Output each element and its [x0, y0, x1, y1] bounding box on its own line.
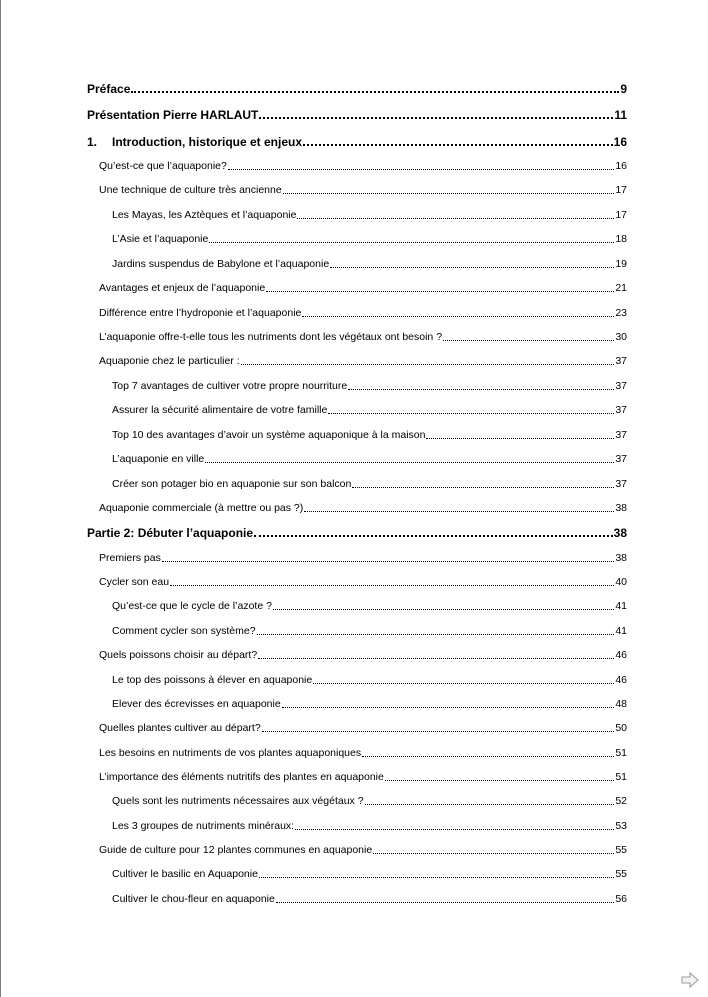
toc-dot-leader	[302, 315, 614, 317]
toc-dot-leader	[262, 730, 615, 732]
toc-dot-leader	[443, 339, 614, 341]
toc-entry[interactable]	[99, 157, 627, 173]
toc-dot-leader	[258, 657, 614, 659]
toc-entry-page-number: 51	[615, 771, 627, 783]
toc-entry-page-number: 16	[615, 160, 627, 172]
toc-entry[interactable]	[112, 401, 627, 417]
toc-entry-page-number: 19	[615, 258, 627, 270]
toc-entry-page-number: 38	[613, 526, 627, 540]
toc-entry-label: Top 7 avantages de cultiver votre propre nourriture	[112, 380, 348, 392]
toc-entry-page-number: 11	[614, 108, 627, 122]
toc-entry[interactable]	[99, 328, 627, 344]
toc-dot-leader	[241, 363, 615, 365]
toc-entry-label: L’Asie et l’aquaponie	[112, 233, 209, 245]
toc-entry-label: Cultiver le chou-fleur en aquaponie	[112, 893, 275, 905]
toc-entry-page-number: 55	[615, 868, 627, 880]
toc-entry[interactable]	[112, 671, 627, 687]
toc-entry[interactable]	[99, 279, 627, 295]
toc-dot-leader	[295, 828, 614, 830]
toc-dot-leader	[362, 755, 614, 757]
toc-dot-leader	[228, 168, 614, 170]
toc-dot-leader	[254, 534, 613, 537]
toc-entry-page-number: 18	[615, 233, 627, 245]
toc-dot-leader	[259, 116, 613, 119]
toc-entry-label: Assurer la sécurité alimentaire de votre famille	[112, 404, 328, 416]
toc-entry-page-number: 37	[615, 404, 627, 416]
toc-dot-leader	[282, 706, 615, 708]
toc-entry[interactable]	[99, 573, 627, 589]
toc-entry-label: Premiers pas	[99, 552, 161, 564]
toc-entry-page-number: 37	[615, 355, 627, 367]
toc-entry-page-number: 38	[615, 552, 627, 564]
toc-entry-page-number: 23	[615, 307, 627, 319]
toc-entry[interactable]	[112, 622, 627, 638]
toc-entry[interactable]	[87, 522, 627, 540]
toc-entry[interactable]	[87, 131, 627, 149]
toc-entry-label: Jardins suspendus de Babylone et l’aquaponie	[112, 258, 330, 270]
toc-entry-label: Partie 2: Débuter l’aquaponie	[87, 526, 254, 540]
toc-dot-leader	[162, 560, 614, 562]
toc-entry-page-number: 17	[615, 184, 627, 196]
toc-entry[interactable]	[112, 817, 627, 833]
toc-entry[interactable]	[99, 549, 627, 565]
toc-dot-leader	[303, 143, 613, 146]
toc-entry[interactable]	[112, 475, 627, 491]
toc-entry[interactable]	[99, 304, 627, 320]
toc-entry[interactable]	[112, 426, 627, 442]
toc-entry[interactable]	[112, 255, 627, 271]
toc-dot-leader	[385, 779, 614, 781]
toc-dot-leader	[170, 584, 614, 586]
toc-entry-page-number: 51	[615, 747, 627, 759]
toc-dot-leader	[259, 876, 614, 878]
toc-entry-page-number: 55	[615, 844, 627, 856]
toc-entry-label: Guide de culture pour 12 plantes communes en aquaponie	[99, 844, 373, 856]
toc-entry[interactable]	[112, 206, 627, 222]
toc-dot-leader	[313, 682, 614, 684]
toc-entry-page-number: 56	[615, 893, 627, 905]
toc-entry-page-number: 53	[615, 820, 627, 832]
toc-entry-label: Les 3 groupes de nutriments minéraux:	[112, 820, 295, 832]
toc-dot-leader	[257, 633, 615, 635]
toc-entry[interactable]	[99, 499, 627, 515]
toc-entry[interactable]	[112, 695, 627, 711]
toc-entry-label: Quels sont les nutriments nécessaires aux végétaux ?	[112, 795, 364, 807]
toc-entry[interactable]	[99, 352, 627, 368]
next-page-arrow-icon[interactable]	[681, 972, 699, 988]
toc-dot-leader	[266, 290, 614, 292]
toc-entry-label: L’importance des éléments nutritifs des plantes en aquaponie	[99, 771, 384, 783]
toc-entry[interactable]	[112, 792, 627, 808]
toc-entry[interactable]	[99, 719, 627, 735]
toc-entry-page-number: 21	[615, 282, 627, 294]
toc-entry-label: Qu’est-ce que l’aquaponie?	[99, 160, 227, 172]
toc-dot-leader	[330, 266, 614, 268]
toc-entry-page-number: 30	[615, 331, 627, 343]
toc-dot-leader	[131, 90, 619, 93]
toc-dot-leader	[365, 803, 615, 805]
toc-entry-label: Top 10 des avantages d’avoir un système aquaponique à la maison	[112, 429, 426, 441]
toc-entry[interactable]	[112, 865, 627, 881]
toc-dot-leader	[348, 388, 614, 390]
toc-entry-page-number: 46	[615, 649, 627, 661]
toc-entry-label: Le top des poissons à élever en aquaponie	[112, 674, 313, 686]
toc-dot-leader	[426, 437, 614, 439]
toc-entry[interactable]	[87, 78, 627, 96]
toc-entry-label: Qu’est-ce que le cycle de l’azote ?	[112, 600, 272, 612]
toc-entry-page-number: 40	[615, 576, 627, 588]
toc-entry-page-number: 37	[615, 429, 627, 441]
toc-entry-label: Une technique de culture très ancienne	[99, 184, 282, 196]
toc-dot-leader	[273, 608, 614, 610]
toc-entry-label: Avantages et enjeux de l’aquaponie	[99, 282, 266, 294]
toc-dot-leader	[276, 901, 614, 903]
toc-entry-page-number: 41	[615, 600, 627, 612]
toc-entry-page-number: 16	[613, 135, 627, 149]
page-left-border	[0, 0, 1, 997]
toc-dot-leader	[304, 510, 614, 512]
toc-entry-label: Créer son potager bio en aquaponie sur son balcon	[112, 478, 352, 490]
toc-entry[interactable]	[87, 104, 627, 122]
toc-entry-page-number: 50	[615, 722, 627, 734]
toc-entry-label: L’aquaponie offre-t-elle tous les nutriments dont les végétaux ont besoin ?	[99, 331, 443, 343]
toc-entry-label: Cycler son eau	[99, 576, 170, 588]
toc-entry-label: Les besoins en nutriments de vos plantes aquaponiques	[99, 747, 362, 759]
toc-entry[interactable]	[112, 597, 627, 613]
toc-entry-page-number: 52	[615, 795, 627, 807]
toc-dot-leader	[328, 412, 614, 414]
toc-entry-page-number: 17	[615, 209, 627, 221]
toc-entry-label: Aquaponie chez le particulier :	[99, 355, 240, 367]
toc-entry-label: Elever des écrevisses en aquaponie	[112, 698, 281, 710]
toc-entry[interactable]	[112, 377, 627, 393]
toc-entry[interactable]	[99, 841, 627, 857]
toc-entry-page-number: 37	[615, 478, 627, 490]
toc-entry-label: Aquaponie commerciale (à mettre ou pas ?)	[99, 502, 304, 514]
toc-entry-page-number: 41	[615, 625, 627, 637]
toc-dot-leader	[209, 241, 614, 243]
toc-entry-label: Quels poissons choisir au départ?	[99, 649, 258, 661]
toc-entry-label: Différence entre l’hydroponie et l’aquaponie	[99, 307, 302, 319]
toc-entry-page-number: 48	[615, 698, 627, 710]
toc-entry-page-number: 37	[615, 453, 627, 465]
toc-entry-label: Préface	[87, 82, 131, 96]
toc-entry[interactable]	[99, 646, 627, 662]
toc-entry-label: Les Mayas, les Aztèques et l’aquaponie	[112, 209, 297, 221]
toc-dot-leader	[297, 217, 614, 219]
toc-dot-leader	[283, 192, 615, 194]
toc-entry[interactable]	[112, 450, 627, 466]
toc-entry[interactable]	[112, 890, 627, 906]
toc-entry-page-number: 9	[620, 82, 627, 96]
toc-entry[interactable]	[99, 768, 627, 784]
toc-entry-label: Présentation Pierre HARLAUT	[87, 108, 259, 122]
toc-entry-number: 1.	[87, 135, 98, 149]
toc-entry-page-number: 38	[615, 502, 627, 514]
toc-entry[interactable]	[99, 744, 627, 760]
toc-entry[interactable]	[112, 230, 627, 246]
toc-dot-leader	[205, 461, 614, 463]
toc-entry-label: Comment cycler son système?	[112, 625, 256, 637]
toc-entry-label: L’aquaponie en ville	[112, 453, 205, 465]
toc-entry-label: Cultiver le basilic en Aquaponie	[112, 868, 258, 880]
toc-entry-label: Quelles plantes cultiver au départ?	[99, 722, 261, 734]
toc-entry[interactable]	[99, 181, 627, 197]
toc-entry-page-number: 46	[615, 674, 627, 686]
toc-dot-leader	[352, 486, 614, 488]
toc-entry-label: Introduction, historique et enjeux	[112, 135, 303, 149]
toc-entry-page-number: 37	[615, 380, 627, 392]
toc-dot-leader	[373, 852, 614, 854]
